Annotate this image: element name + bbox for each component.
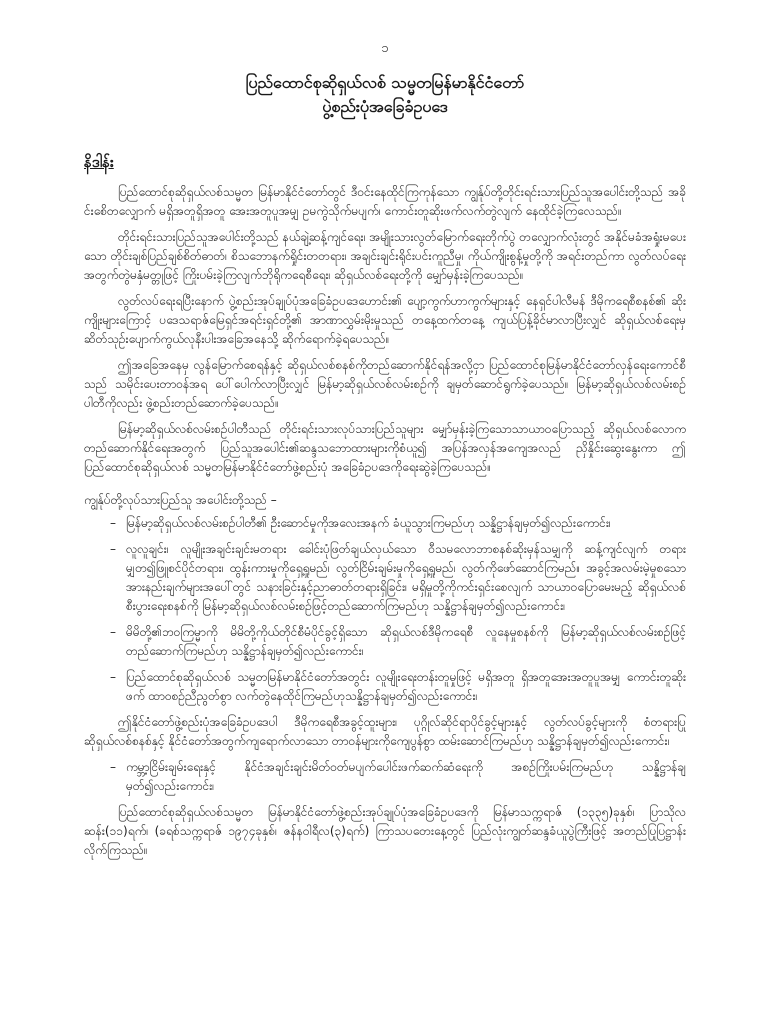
document-title — [84, 71, 686, 119]
resolution-item: – ကမ္ဘာ့ငြိမ်းချမ်းရေးနှင့် နိုင်ငံအချင်းချင်းမိတ်ဝတ်မပျက်ပေါင်းဖက်ဆက်ဆံရေးကို အစဉ်ကြိုးပမ်းကြမည်ဟု သန္နိဋ္ဌာန်ချမှတ်၍လည်းကောင်း၊ — [84, 758, 686, 796]
preamble-heading: နိဒါန်း — [84, 153, 114, 171]
resolution-item: – လူလူချင်း၊ လူမျိုးအချင်းချင်းမတရား ခေါင်းပုံဖြတ်ချယ်လှယ်သော ဝီသမလောဘာစနစ်ဆိုးမှန်သမျှကို ဆန့်ကျင်လျက် တရားမျှတ၍ဖြူစင်ပိုင်တရား၊ ထွန်းကားမှုကိုရှေ့ရှုမည်၊ လွတ်ငြိမ်းချမ်းမှုကိုရှေ့ရှုမည်၊ လွတ်ကိုဖော်ဆောင်ကြမည်။ အခွင့်အလမ်းမဲ့မှုစသောအားနည်းချက်များအပေါ်တွင် သနားခြင်းနှင့်ညာဓာတ်တရားရှိခြင်း၊ မရှိမှုတို့ကိုကင်းရှင်းစေလျက် သာယာဝပြောမေးမည့် ဆိုရှယ်လစ်စီးပွားရေးစနစ်ကို မြန်မာ့ဆိုရှယ်လစ်လမ်းစဉ်ဖြင့်တည်ဆောက်ကြမည်ဟု သန္နိဋ္ဌာန်ချမှတ်၍လည်းကောင်း၊ — [84, 540, 686, 616]
document-page — [84, 40, 686, 1000]
preamble-paragraph: ပြည်ထောင်စုဆိုရှယ်လစ်သမ္မတ မြန်မာနိုင်ငံတော်တွင် ဒီဝင်းနေထိုင်ကြကုန်သော ကျွန်ုပ်တို့တိုင်းရင်းသားပြည်သူအပေါင်းတို့သည် အခိုင်းစေိတလျှောက် မရှိအတူရှိအတူ အေးအတူပူအမျှ ဥမကွဲသိုက်မပျက်၊ ကောင်းတူဆိုးဖက်လက်တွဲလျက် နေထိုင်ခဲ့ကြလေသည်။ — [84, 185, 686, 218]
resolution-interlude: ဤနိုင်ငံတော်ဖွဲ့စည်းပုံအခြေခံဥပဒေပါ ဒီမိုကရေစီအခွင့်ထူးများ၊ ပုဂ္ဂိုလ်ဆိုင်ရာပိုင်ခွင့်များနှင့် လွတ်လပ်ခွင့်များကို စံတရားပြုဆိုရှယ်လစ်စနစ်နှင့် နိုင်ငံတော်အတွက်ကျရောက်လာသော တာဝန်များကိုကျေပွန်စွာ ထမ်းဆောင်ကြမည်ဟု သန္နိဋ္ဌာန်ချမှတ်၍လည်းကောင်း၊ — [84, 715, 686, 748]
preamble-paragraph: ဤအခြေအနေမှ လွန်မြောက်စေရန်နှင့် ဆိုရှယ်လစ်စနစ်ကိုတည်ဆောက်နိုင်ရန်အလို့ငှာ ပြည်ထောင်စုမြန်မာနိုင်ငံတော်လှန်ရေးကောင်စီသည် သမိုင်းပေးတာဝန်အရ ပေါ်ပေါက်လာပြီးလျှင် မြန်မာ့ဆိုရှယ်လစ်လမ်းစဉ်ကို ချမှတ်ဆောင်ရွက်ခဲ့ပေသည်။ မြန်မာ့ဆိုရှယ်လစ်လမ်းစဉ်ပါတီကိုလည်း ဖွဲ့စည်းတည်ဆောက်ခဲ့ပေသည်။ — [84, 358, 686, 410]
resolution-item: – မြန်မာ့ဆိုရှယ်လစ်လမ်းစဉ်ပါတီ၏ ဦးဆောင်မှုကိုအလေးအနက် ခံယူသွားကြမည်ဟု သန္နိဋ္ဌာန်ချမှတ်၍လည်းကောင်း၊ — [84, 514, 686, 533]
resolution-intro: ကျွန်ုပ်တို့လုပ်သားပြည်သူ အပေါင်းတို့သည် – — [84, 493, 277, 507]
preamble-paragraph: တိုင်းရင်းသားပြည်သူအပေါင်းတို့သည် နယ်ချဲ့ဆန့်ကျင်ရေး၊ အမျိုးသားလွတ်မြောက်ရေးတိုက်ပွဲ တလျှောက်လုံးတွင် အနိုင်မခံအရှုံးမပေးသော တိုင်းချစ်ပြည်ချစ်စိတ်ဓာတ်၊ စိသဘောနက်ရှိုင်းတတရား၊ အချင်းချင်းရိုင်းပင်းကူညီမှု၊ ကိုယ်ကျိုးစွန့်မှုတို့ကို အရင်းတည်ကာ လွတ်လပ်ရေးအတွက်တွဲမနှံမတ္တုဖြင့် ကြိုးပမ်းခဲ့ကြလျက်ဘိုရိုကရေစီရေး၊ ဆိုရှယ်လစ်ရေးတို့ကို မျှော်မှန်းခဲ့ကြပေသည်။ — [84, 230, 686, 282]
title-line-2: ပွဲ့စည်းပုံအခြေခံဥပဒေ — [322, 97, 448, 116]
resolution-item: – ပြည်ထောင်စုဆိုရှယ်လစ် သမ္မတမြန်မာနိုင်ငံတော်အတွင်း လူမျိုးရေးတန်းတူမှုဖြင့် မရှိအတူ ရှိအတူအေးအတူပူအမျှ ကောင်းတူဆိုးဖက် ထာဝစဉ်ညီညွတ်စွာ လက်တွဲနေထိုင်ကြမည်ဟုသန္နိဋ္ဌာန်ချမှတ်၍လည်းကောင်း၊ — [84, 668, 686, 706]
title-line-1: ပြည်ထောင်စုဆိုရှယ်လစ် သမ္မတမြန်မာနိုင်ငံတော် — [245, 73, 525, 92]
resolution-item: – မိမိတို့၏ဘဝကြမ္မာကို မိမိတို့ကိုယ်တိုင်စီမံပိုင်ခွင့်ရှိသော ဆိုရှယ်လစ်ဒီမိုကရေစီ လူနေမှုစနစ်ကို မြန်မာ့ဆိုရှယ်လစ်လမ်းစဉ်ဖြင့်တည်ဆောက်ကြမည်ဟု သန္နိဋ္ဌာန်ချမှတ်၍လည်းကောင်း၊ — [84, 623, 686, 661]
preamble-paragraph: မြန်မာ့ဆိုရှယ်လစ်လမ်းစဉ်ပါတီသည် တိုင်းရင်းသားလုပ်သားပြည်သူများ မျှော်မှန်းခဲ့ကြသောသာယာဝပြောသည့် ဆိုရှယ်လစ်လောကတည်ဆောက်နိုင်ရေးအတွက် ပြည်သူအပေါင်း၏ဆန္ဒသဘောထားများကိုစံယူ၍ အပြန်အလှန်အကျေအလည် ညှိနှိုင်းဆွေးနွေးကာ ဤပြည်ထောင်စုဆိုရှယ်လစ် သမ္မတမြန်မာနိုင်ငံတော်ဖွဲ့စည်းပုံ အခြေခံဥပဒေကိုရေးဆွဲခဲ့ကြပေသည်။ — [84, 422, 686, 474]
preamble-paragraph: လွတ်လပ်ရေးရပြီးနောက် ပွဲ့စည်းအုပ်ချုပ်ပုံအခြေခံဥပဒေဟောင်း၏ ပျော့ကွက်ဟာကွက်များနှင့် နေရှင်ပါလီမန် ဒီမိုကရေစီစနစ်၏ ဆိုးကျိုးများကြောင့် ပဒေသရာဇ်မြေရှင်အရင်းရှင်တို့၏ အာဏာလွှမ်းမိုးမှုသည် တနေ့ထက်တနေ့ ကျယ်ပြန့်ခိုင်မာလာပြီးလျှင် ဆိုရှယ်လစ်ရေးမှ ဆိတ်သုဉ်းပျောက်ကွယ်လုနီးပါးအခြေအနေသို့ ဆိုက်ရောက်ခဲ့ရပေသည်။ — [84, 294, 686, 346]
page-number: ၁ — [381, 41, 389, 56]
closing-paragraph: ပြည်ထောင်စုဆိုရှယ်လစ်သမ္မတ မြန်မာနိုင်ငံတော်ဖွဲ့စည်းအုပ်ချုပ်ပုံအခြေခံဥပဒေကို မြန်မာသက္ကရာဇ် (၁၃၃၅)ခုနှစ်၊ ပြာသိုလဆန်း(၁၁)ရက်၊ (ခရစ်သက္ကရာဇ် ၁၉၇၄ခုနှစ်၊ ဇန်နဝါရီလ(၃)ရက်) ကြာသပတေးနေ့တွင် ပြည်လုံးကျွတ်ဆန္ဒခံယူပွဲကြီးဖြင့် အတည်ပြုပြဋ္ဌာန်းလိုက်ကြသည်။ — [84, 805, 686, 857]
